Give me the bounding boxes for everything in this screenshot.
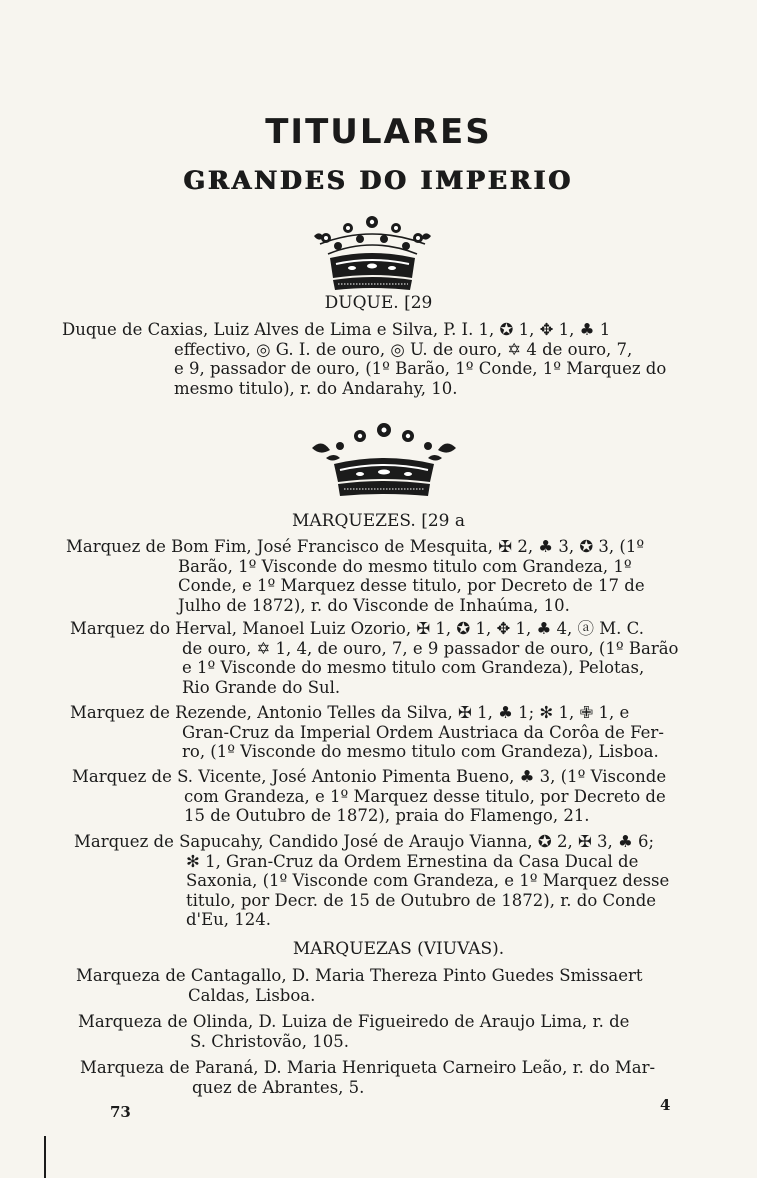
entry-line: Saxonia, (1º Visconde com Grandeza, e 1º Marquez desse [186,871,670,890]
section-heading-duque: DUQUE. [29 [324,293,433,313]
entry-duque-caxias [62,320,694,398]
entry-line: Conde, e 1º Marquez desse titulo, por Decreto de 17 de [178,576,645,595]
entry-line: Marquez de Rezende, Antonio Telles da Silva, ✠ 1, ♣ 1; ✻ 1, ✙ 1, e [70,703,630,722]
entry-line: ✻ 1, Gran-Cruz da Ordem Ernestina da Casa Ducal de [186,851,639,871]
entry-marquez-bom-fim [66,537,696,615]
entry-line: quez de Abrantes, 5. [192,1077,365,1097]
entry-line: titulo, por Decr. de 15 de Outubro de 1872), r. do Conde [186,890,657,910]
entry-line: Marqueza de Olinda, D. Luiza de Figueiredo de Araujo Lima, r. de [78,1012,630,1031]
entry-marquez-rezende [70,703,698,762]
entry-marqueza-parana [80,1058,708,1097]
entry-line: com Grandeza, e 1º Marquez desse titulo, por Decreto de [184,786,666,806]
entry-line: Rio Grande do Sul. [182,677,341,697]
entry-line: S. Christovão, 105. [190,1031,349,1051]
entry-line: Caldas, Lisboa. [188,985,316,1005]
entry-line: Julho de 1872), r. do Visconde de Inhaúma, 10. [178,595,570,615]
entry-line: e 1º Visconde do mesmo titulo com Grandeza), Pelotas, [182,658,645,677]
entry-marquez-s-vicente [72,767,700,826]
entry-line: de ouro, ✡ 1, 4, de ouro, 7, e 9 passador de ouro, (1º Barão [182,638,679,658]
entry-line: mesmo titulo), r. do Andarahy, 10. [174,378,458,398]
marquis-crown-icon [304,418,464,500]
section-heading-marquezes: MARQUEZES. [29 a [291,511,466,531]
signature-mark: 4 [660,1096,671,1114]
entry-marqueza-cantagallo [76,966,704,1005]
page-number: 73 [110,1103,131,1121]
entry-marqueza-olinda [78,1012,706,1051]
entry-line: d'Eu, 124. [186,910,271,929]
section-heading-marquezas: MARQUEZAS (VIUVAS). [292,939,505,959]
entry-marquez-sapucahy [74,832,702,930]
entry-line: effectivo, ◎ G. I. de ouro, ◎ U. de ouro, ✡ 4 de ouro, 7, [174,339,633,359]
page-title: TITULARES [265,112,492,152]
entry-line: Marqueza de Cantagallo, D. Maria Thereza Pinto Guedes Smissaert [76,966,643,985]
entry-line: e 9, passador de ouro, (1º Barão, 1º Conde, 1º Marquez do [174,359,667,378]
entry-line: 15 de Outubro de 1872), praia do Flamengo, 21. [184,806,590,825]
entry-line: Barão, 1º Visconde do mesmo titulo com Grandeza, 1º [178,556,632,576]
entry-line: ro, (1º Visconde do mesmo titulo com Grandeza), Lisboa. [182,742,659,761]
entry-line: Gran-Cruz da Imperial Ordem Austriaca da Corôa de Fer- [182,722,664,742]
margin-mark [44,1136,46,1178]
entry-marquez-herval [70,619,696,697]
entry-line: Marquez do Herval, Manoel Luiz Ozorio, ✠ 1, ✪ 1, ✥ 1, ♣ 4, ⓐ M. C. [70,619,644,638]
entry-line: Duque de Caxias, Luiz Alves de Lima e Silva, P. I. 1, ✪ 1, ✥ 1, ♣ 1 [62,320,611,339]
entry-line: Marquez de Sapucahy, Candido José de Araujo Vianna, ✪ 2, ✠ 3, ♣ 6; [74,832,655,851]
entry-line: Marqueza de Paraná, D. Maria Henriqueta Carneiro Leão, r. do Mar- [80,1058,656,1077]
entry-line: Marquez de S. Vicente, José Antonio Pimenta Bueno, ♣ 3, (1º Visconde [72,767,667,786]
entry-line: Marquez de Bom Fim, José Francisco de Mesquita, ✠ 2, ♣ 3, ✪ 3, (1º [66,537,645,556]
page-subtitle: GRANDES DO IMPERIO [183,166,574,195]
ducal-crown-icon [300,214,445,296]
